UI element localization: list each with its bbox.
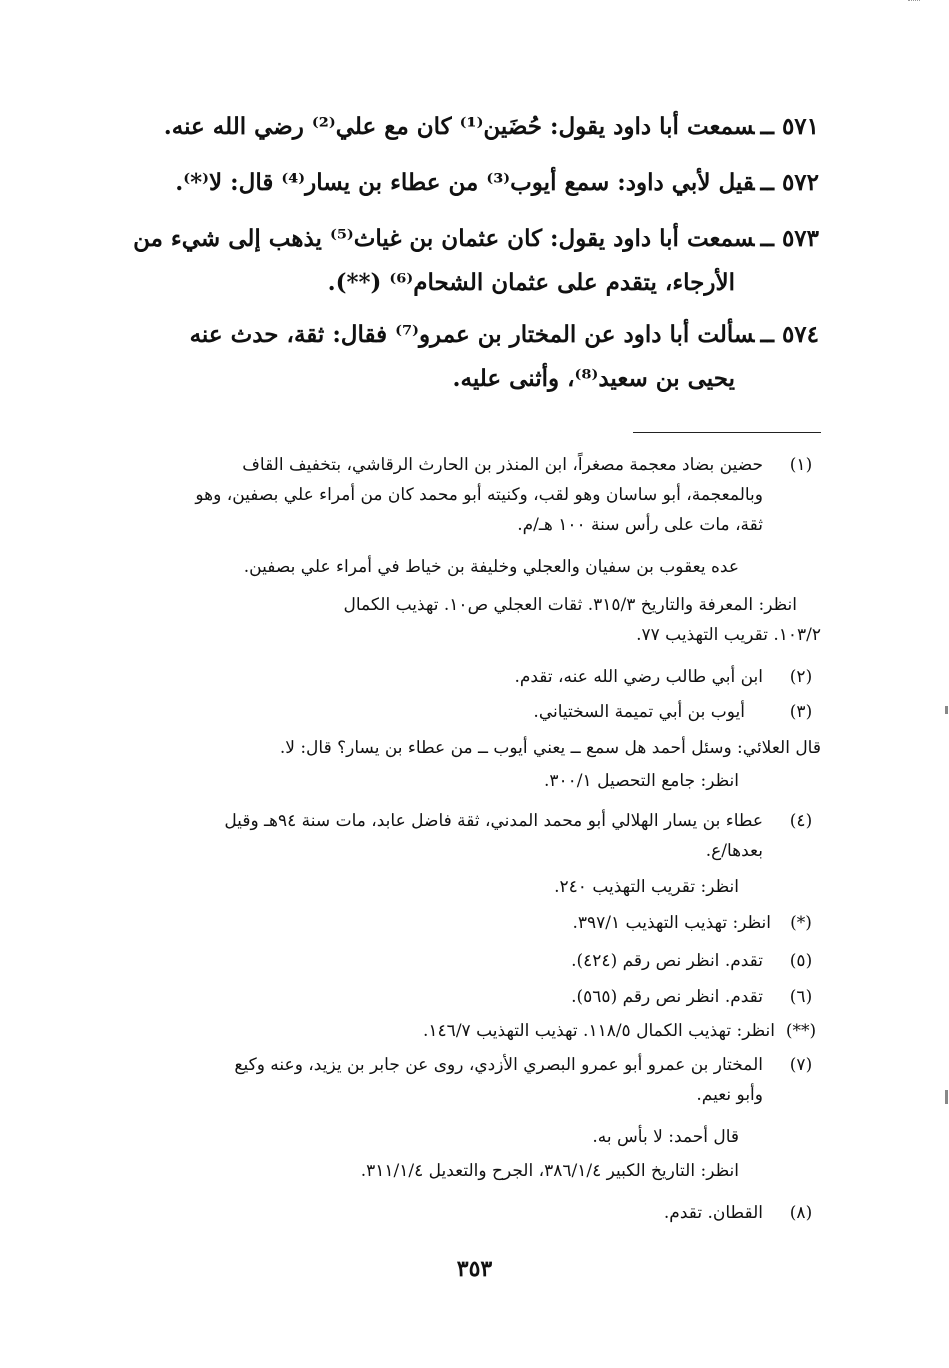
footnote-marker: (٢) [789,667,813,687]
footnote-3-refs [129,766,763,796]
footnote-line: انظر: تقريب التهذيب ٢٤٠. [554,877,739,897]
footnote-line: انظر: تهذيب التهذيب ٣٩٧/١. [572,913,771,933]
footnote-1 [129,450,821,542]
footnote-marker: (٨) [789,1203,813,1223]
entry-number: ٥٧٣ ــ [760,225,819,252]
footnote-marker: (٧) [789,1055,813,1075]
footnote-2 [129,662,821,692]
footnote-4 [129,806,821,866]
footnote-3 [129,697,821,727]
footnote-star [129,908,821,938]
entry-text-continued: يحيى بن سعيد⁽⁸⁾، وأثنى عليه. [452,365,735,392]
entry-number: ٥٧٤ ــ [760,321,819,348]
entry-572 [129,166,819,200]
footnote-line: قال العلائي: وسئل أحمد هل سمع ــ يعني أيوب ــ من عطاء بن يسار؟ قال: لا. [279,738,821,758]
footnote-6 [129,982,821,1012]
entry-text-continued: الأرجاء، يتقدم على عثمان الشحام⁽⁶⁾ (**). [327,269,735,296]
footnote-line: المختار بن عمرو أبو عمرو البصري الأزدي، روى عن جابر بن يزيد، وعنه وكيع [234,1055,763,1075]
footnote-double-star [129,1016,821,1046]
footnote-line: انظر: جامع التحصيل ٣٠٠/١. [544,771,739,791]
scan-mark [945,706,948,714]
footnote-line: بعدها/ع. [705,841,763,861]
footnote-line: قال أحمد: لا بأس به. [592,1127,739,1147]
footnote-line: حضين بضاد معجمة مصغراً، ابن المنذر بن الحارث الرقاشي، بتخفيف القاف [242,455,763,475]
footnote-line: أيوب بن أبي تميمة السختياني. [533,702,745,722]
footnote-line: عطاء بن يسار الهلالي أبو محمد المدني، ثقة فاضل عابد، مات سنة ٩٤هـ وقيل [224,811,763,831]
footnote-line: عده يعقوب بن سفيان والعجلي وخليفة بن خياط في أمراء علي بصفين. [243,557,739,577]
entry-574 [129,318,819,396]
footnote-separator [633,432,821,433]
footnote-8 [129,1198,821,1228]
footnote-line: وبالمعجمة، أبو ساسان وهو لقب، وكنيته أبو محمد كان من أمراء علي بصفين، وهو [195,485,763,505]
footnote-line: ثقة، مات على رأس سنة ١٠٠ هـ/م. [517,515,763,535]
entry-number: ٥٧٢ ــ [760,169,819,196]
footnote-marker: (٥) [789,951,813,971]
footnote-marker: (*) [790,913,812,933]
footnote-marker: (٤) [789,811,813,831]
footnote-7-refs [129,1156,763,1186]
entry-571 [129,110,819,144]
footnote-line: القطان. تقدم. [663,1203,763,1223]
footnote-4-refs [129,872,763,902]
footnote-line: انظر: التاريخ الكبير ٣٨٦/١/٤، الجرح والتعديل ٣١١/١/٤. [360,1161,739,1181]
entry-text: سألت أبا داود عن المختار بن عمرو⁽⁷⁾ فقال: ثقة، حدث عنه [189,321,755,348]
footnote-line: ١٠٣/٢. تقريب التهذيب ٧٧. [636,625,821,645]
entry-number: ٥٧١ ــ [760,113,819,140]
footnote-marker: (٦) [789,987,813,1007]
footnote-marker: (١) [789,455,813,475]
footnote-7-note [129,1122,763,1152]
footnote-7 [129,1050,821,1110]
footnote-line: انظر: المعرفة والتاريخ ٣١٥/٣. ثقات العجلي ص١٠. تهذيب الكمال [343,595,797,615]
footnote-line: وأبو نعيم. [696,1085,763,1105]
footnote-5 [129,946,821,976]
footnote-1-refs [187,590,821,650]
entry-text: سمعت أبا داود يقول: كان عثمان بن غياث⁽⁵⁾ يذهب إلى شيء من [133,225,755,252]
scan-mark [908,0,920,5]
footnote-line: انظر: تهذيب الكمال ١١٨/٥. تهذيب التهذيب ١٤٦/٧. [423,1021,775,1041]
footnote-1-note [129,552,763,582]
entry-text: سمعت أبا داود يقول: حُضَين⁽¹⁾ كان مع علي⁽²⁾ رضي الله عنه. [163,113,755,140]
footnote-marker: (**) [785,1021,817,1041]
entry-text: قيل لأبي داود: سمع أيوب⁽³⁾ من عطاء بن يسار⁽⁴⁾ قال: لا⁽*⁾. [175,169,755,196]
footnote-3-note [141,733,821,763]
footnote-line: ابن أبي طالب رضي الله عنه، تقدم. [514,667,763,687]
page-number: ٣٥٣ [456,1256,493,1282]
footnote-line: تقدم. انظر نص رقم (٤٢٤). [571,951,763,971]
footnote-line: تقدم. انظر نص رقم (٥٦٥). [571,987,763,1007]
entry-573 [129,222,819,300]
footnote-marker: (٣) [789,702,813,722]
scan-mark [945,1090,948,1104]
